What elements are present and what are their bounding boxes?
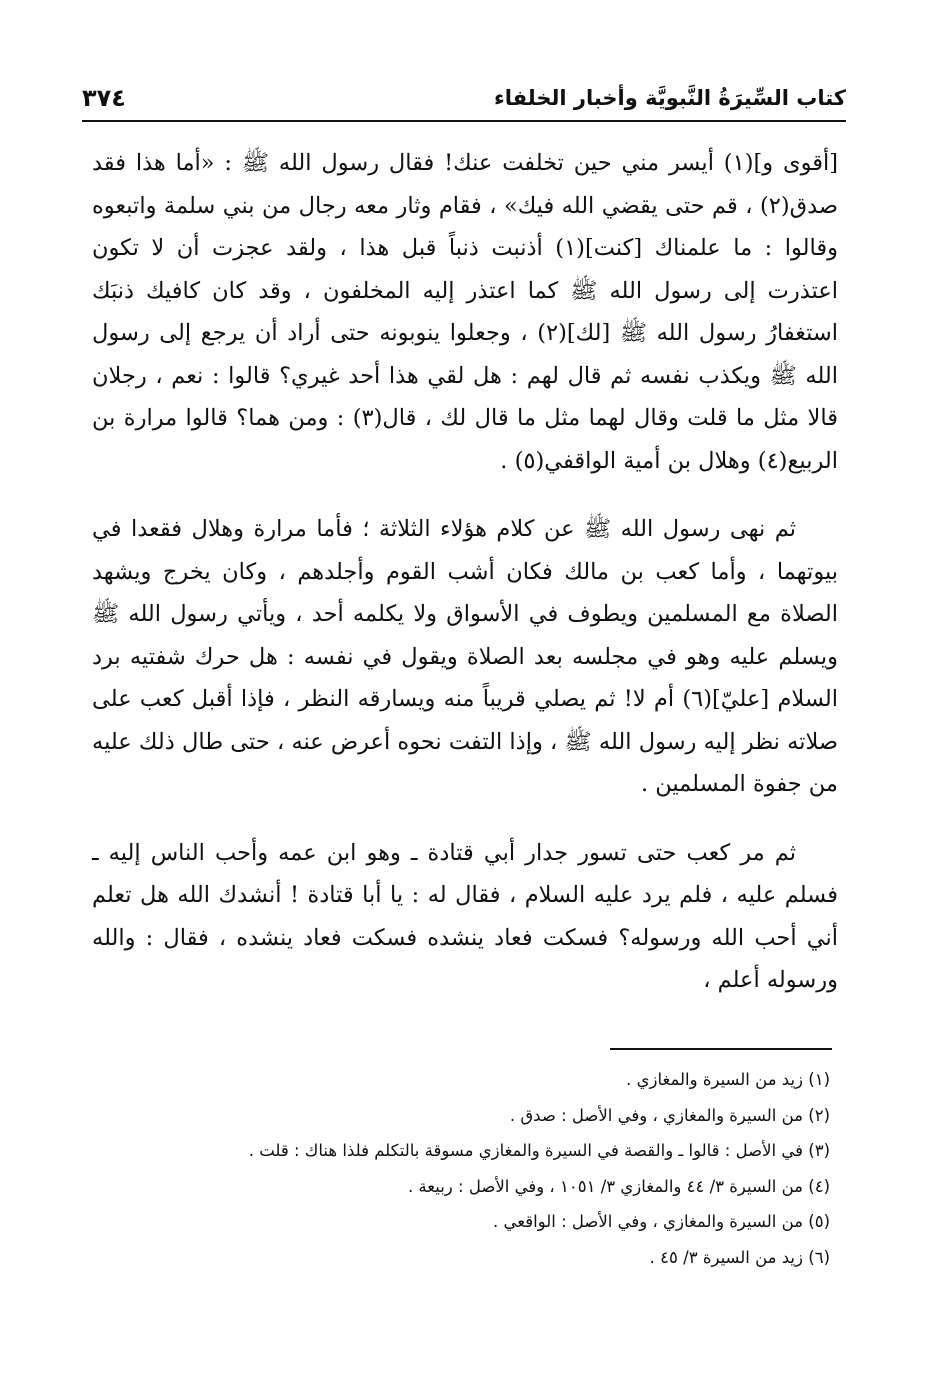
- paragraph-2: ثم نهى رسول الله ﷺ عن كلام هؤلاء الثلاثة ؛ فأما مرارة وهلال فقعدا في بيوتهما ، وأما كعب بن مالك فكان أشب القوم وأجلدهم ، وكان يخرج ويشهد الصلاة مع المسلمين ويطوف في الأسواق ولا يكلمه أحد ، ويأتي رسول الله ﷺ ويسلم عليه وهو في مجلسه بعد الصلاة ويقول في نفسه : هل حرك شفتيه برد السلام [عليّ](٦) أم لا! ثم يصلي قريباً منه ويسارقه النظر ، فإذا أقبل كعب على صلاته نظر إليه رسول الله ﷺ ، وإذا التفت نحوه أعرض عنه ، حتى طال ذلك عليه من جفوة المسلمين .: [92, 516, 839, 797]
- header-rule: [82, 120, 846, 122]
- main-text: [92, 142, 838, 1002]
- footnote-2: (٢) من السيرة والمغازي ، وفي الأصل : صدق .: [509, 1105, 830, 1125]
- paragraph-gap: [92, 482, 838, 508]
- footnote-5: (٥) من السيرة والمغازي ، وفي الأصل : الواقعي .: [493, 1212, 830, 1231]
- paragraph-1: [أقوى و](١) أيسر مني حين تخلفت عنك! فقال رسول الله ﷺ : «أما هذا فقد صدق(٢) ، قم حتى يقضي الله فيك» ، فقام وثار معه رجال من بني سلمة واتبعوه وقالوا : ما علمناك [كنت](١) أذنبت ذنباً قبل هذا ، ولقد عجزت أن لا تكون اعتذرت إلى رسول الله ﷺ كما اعتذر إليه المخلفون ، وقد كان كافيك ذنبَك استغفارُ رسول الله ﷺ [لك](٢) ، وجعلوا ينوبونه حتى أراد أن يرجع إلى رسول الله ﷺ ويكذب نفسه ثم قال لهم : هل لقي هذا أحد غيري؟ قالوا : نعم ، رجلان قالا مثل ما قلت وقال لهما مثل ما قال لك ، قال(٣) : ومن هما؟ قالوا مرارة بن الربيع(٤) وهلال بن أمية الواقفي(٥) .: [92, 150, 838, 474]
- footnote-3: (٣) في الأصل : قالوا ـ والقصة في السيرة والمغازي مسوقة بالتكلم فلذا هناك : قلت .: [248, 1141, 830, 1160]
- paragraph-3: ثم مر كعب حتى تسور جدار أبي قتادة ـ وهو ابن عمه وأحب الناس إليه ـ فسلم عليه ، فلم يرد عليه السلام ، فقال له : يا أبا قتادة ! أنشدك الله هل تعلم أني أحب الله ورسوله؟ فسكت فعاد ينشده فسكت فعاد ينشده ، فقال : والله ورسوله أعلم ،: [92, 839, 838, 993]
- running-title: كتاب السِّيرَةُ النَّبويَّة وأخبار الخلفاء: [494, 86, 846, 110]
- footnote-1: (١) زيد من السيرة والمغازي .: [626, 1070, 830, 1089]
- page-header: [82, 78, 846, 122]
- footnote-6: (٦) زيد من السيرة ٣/ ٤٥ .: [649, 1247, 830, 1267]
- paragraph-gap: [92, 806, 838, 832]
- footnote-separator: [610, 1048, 832, 1050]
- page-number: ٣٧٤: [82, 84, 126, 112]
- footnote-4: (٤) من السيرة ٣/ ٤٤ والمغازي ٣/ ١٠٥١ ، وفي الأصل : ربيعة .: [407, 1176, 830, 1196]
- footnotes: [150, 1062, 830, 1275]
